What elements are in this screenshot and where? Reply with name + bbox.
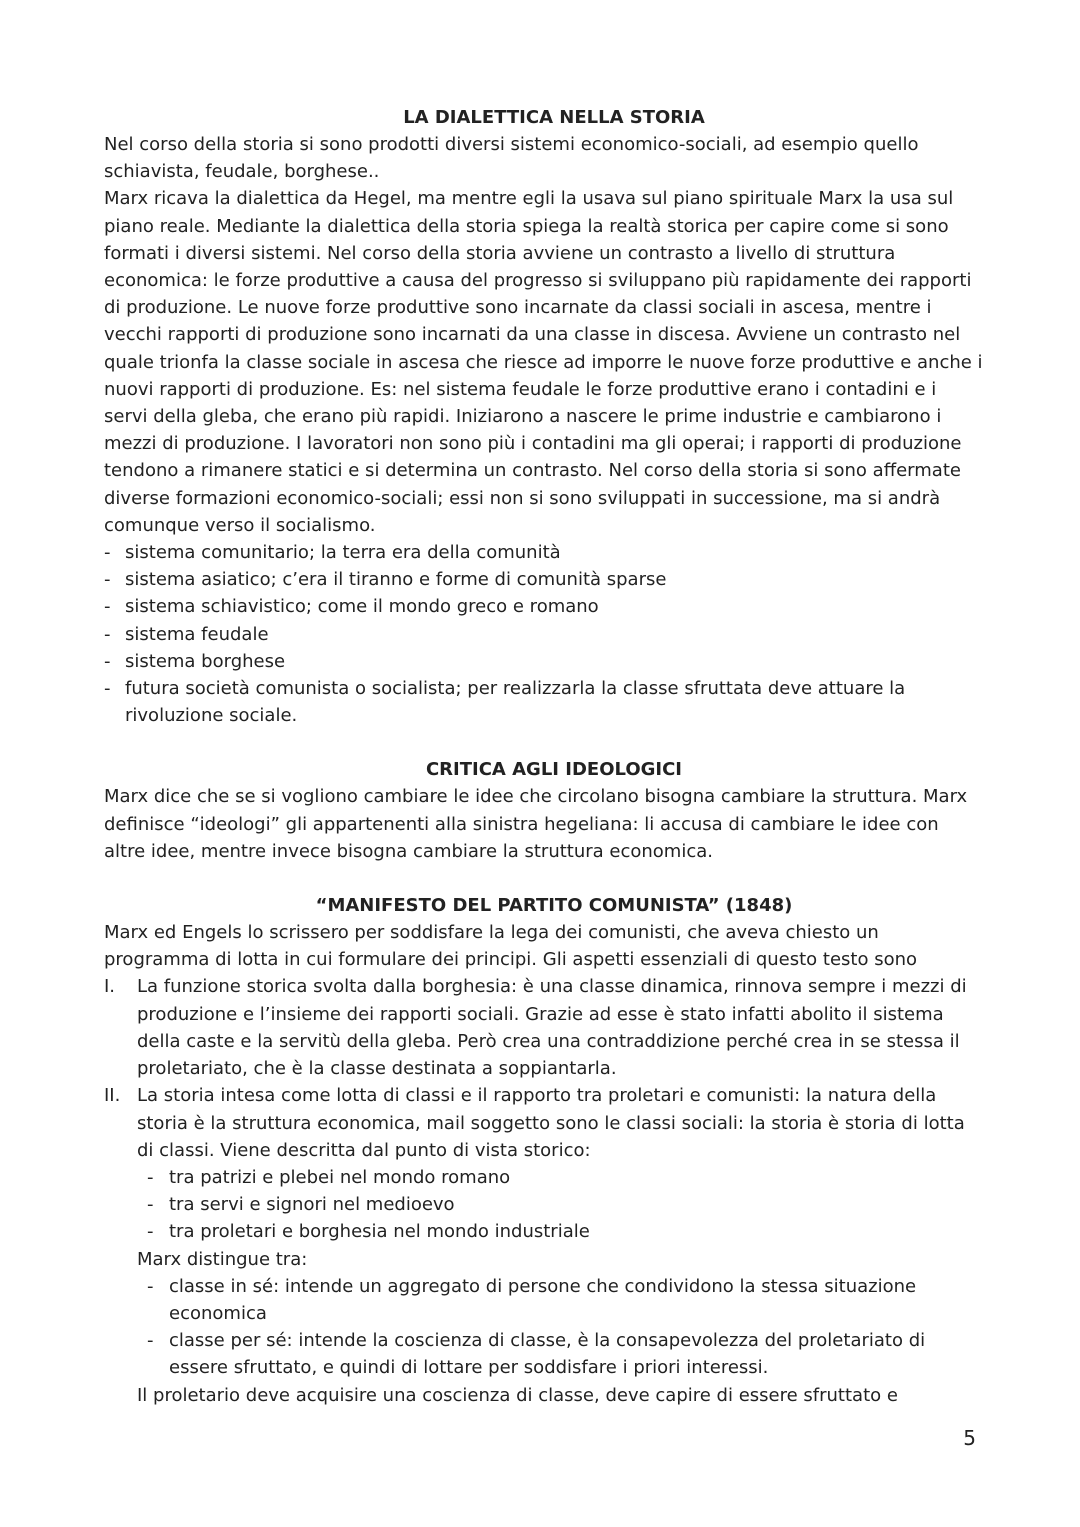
subsection-intro: Marx distingue tra: [137, 1248, 308, 1270]
history-sublist [137, 1164, 984, 1246]
list-item: - classe in sé: intende un aggregato di persone che condividono la stessa situazione economica [137, 1273, 984, 1327]
list-item: - tra patrizi e plebei nel mondo romano [137, 1164, 984, 1191]
section-title-dialettica: LA DIALETTICA NELLA STORIA [403, 107, 705, 128]
list-item: - tra proletari e borghesia nel mondo industriale [137, 1218, 984, 1245]
section-title-critica: CRITICA AGLI IDEOLOGICI [425, 759, 683, 781]
paragraph: Nel corso della storia si sono prodotti diversi sistemi economico-sociali, ad esempio quello schiavista, feudale, borghese.. [104, 134, 919, 183]
page-number: 5 [963, 1426, 976, 1450]
list-item: - sistema asiatico; c’era il tiranno e forme di comunità sparse [104, 566, 984, 593]
points-list [104, 973, 984, 1408]
systems-list [104, 539, 984, 729]
point-number: I. [104, 976, 116, 998]
list-item: - futura società comunista o socialista; per realizzarla la classe sfruttata deve attuare la rivoluzione sociale. [104, 675, 984, 729]
point-item [104, 973, 984, 1082]
point-text: La funzione storica svolta dalla borghesia: è una classe dinamica, rinnova sempre i mezzi di produzione e l’insieme dei rapporti sociali. Grazie ad esse è stato infatti abolito il sistema della caste e la servitù della gleba. Però crea una contraddizione perché crea in se stessa il proletariato, che è la classe destinata a soppiantarla. [137, 976, 967, 1080]
closing-line: Il proletario deve acquisire una coscienza di classe, deve capire di essere sfruttato e [137, 1384, 898, 1406]
list-item: - sistema comunitario; la terra era della comunità [104, 539, 984, 566]
point-number: II. [104, 1085, 121, 1107]
class-sublist [137, 1273, 984, 1382]
paragraph: Marx ed Engels lo scrissero per soddisfare la lega dei comunisti, che aveva chiesto un programma di lotta in cui formulare dei principi. Gli aspetti essenziali di questo testo sono [104, 922, 918, 971]
list-item: - sistema borghese [104, 648, 984, 675]
section-title-manifesto: “MANIFESTO DEL PARTITO COMUNISTA” (1848) [315, 895, 793, 917]
paragraph: Marx dice che se si vogliono cambiare le idee che circolano bisogna cambiare la struttura. Marx definisce “ideologi” gli appartenenti alla sinistra hegeliana: li accusa di cambiare le idee con altre idee, mentre invece bisogna cambiare la struttura economica. [104, 786, 968, 862]
point-text: La storia intesa come lotta di classi e il rapporto tra proletari e comunisti: la natura della storia è la struttura economica, mail soggetto sono le classi sociali: la storia è storia di lotta di classi. Viene descritta dal punto di vista storico: [137, 1085, 965, 1161]
text-body [104, 104, 984, 1409]
paragraph: Marx ricava la dialettica da Hegel, ma mentre egli la usava sul piano spirituale Marx la usa sul piano reale. Mediante la dialettica della storia spiega la realtà storica per capire come si sono formati i diversi sistemi. Nel corso della storia avviene un contrasto a livello di struttura economica: le forze produttive a causa del progresso si sviluppano più rapidamente dei rapporti di produzione. Le nuove forze produttive sono incarnate da classi sociali in ascesa, mentre i vecchi rapporti di produzione sono incarnati da una classe in discesa. Avviene un contrasto nel quale trionfa la classe sociale in ascesa che riesce ad imporre le nuove forze produttive e anche i nuovi rapporti di produzione. Es: nel sistema feudale le forze produttive erano i contadini e i servi della gleba, che erano più rapidi. Iniziarono a nascere le prime industrie e cambiarono i mezzi di produzione. I lavoratori non sono più i contadini ma gli operai; i rapporti di produzione tendono a rimanere statici e si determina un contrasto. Nel corso della storia si sono affermate diverse formazioni economico-sociali; essi non si sono sviluppati in successione, ma si andrà comunque verso il socialismo. [104, 188, 983, 536]
list-item: - sistema schiavistico; come il mondo greco e romano [104, 593, 984, 620]
point-item [104, 1082, 984, 1408]
list-item: - sistema feudale [104, 621, 984, 648]
list-item: - classe per sé: intende la coscienza di classe, è la consapevolezza del proletariato di essere sfruttato, e quindi di lottare per soddisfare i priori interessi. [137, 1327, 984, 1381]
list-item: - tra servi e signori nel medioevo [137, 1191, 984, 1218]
